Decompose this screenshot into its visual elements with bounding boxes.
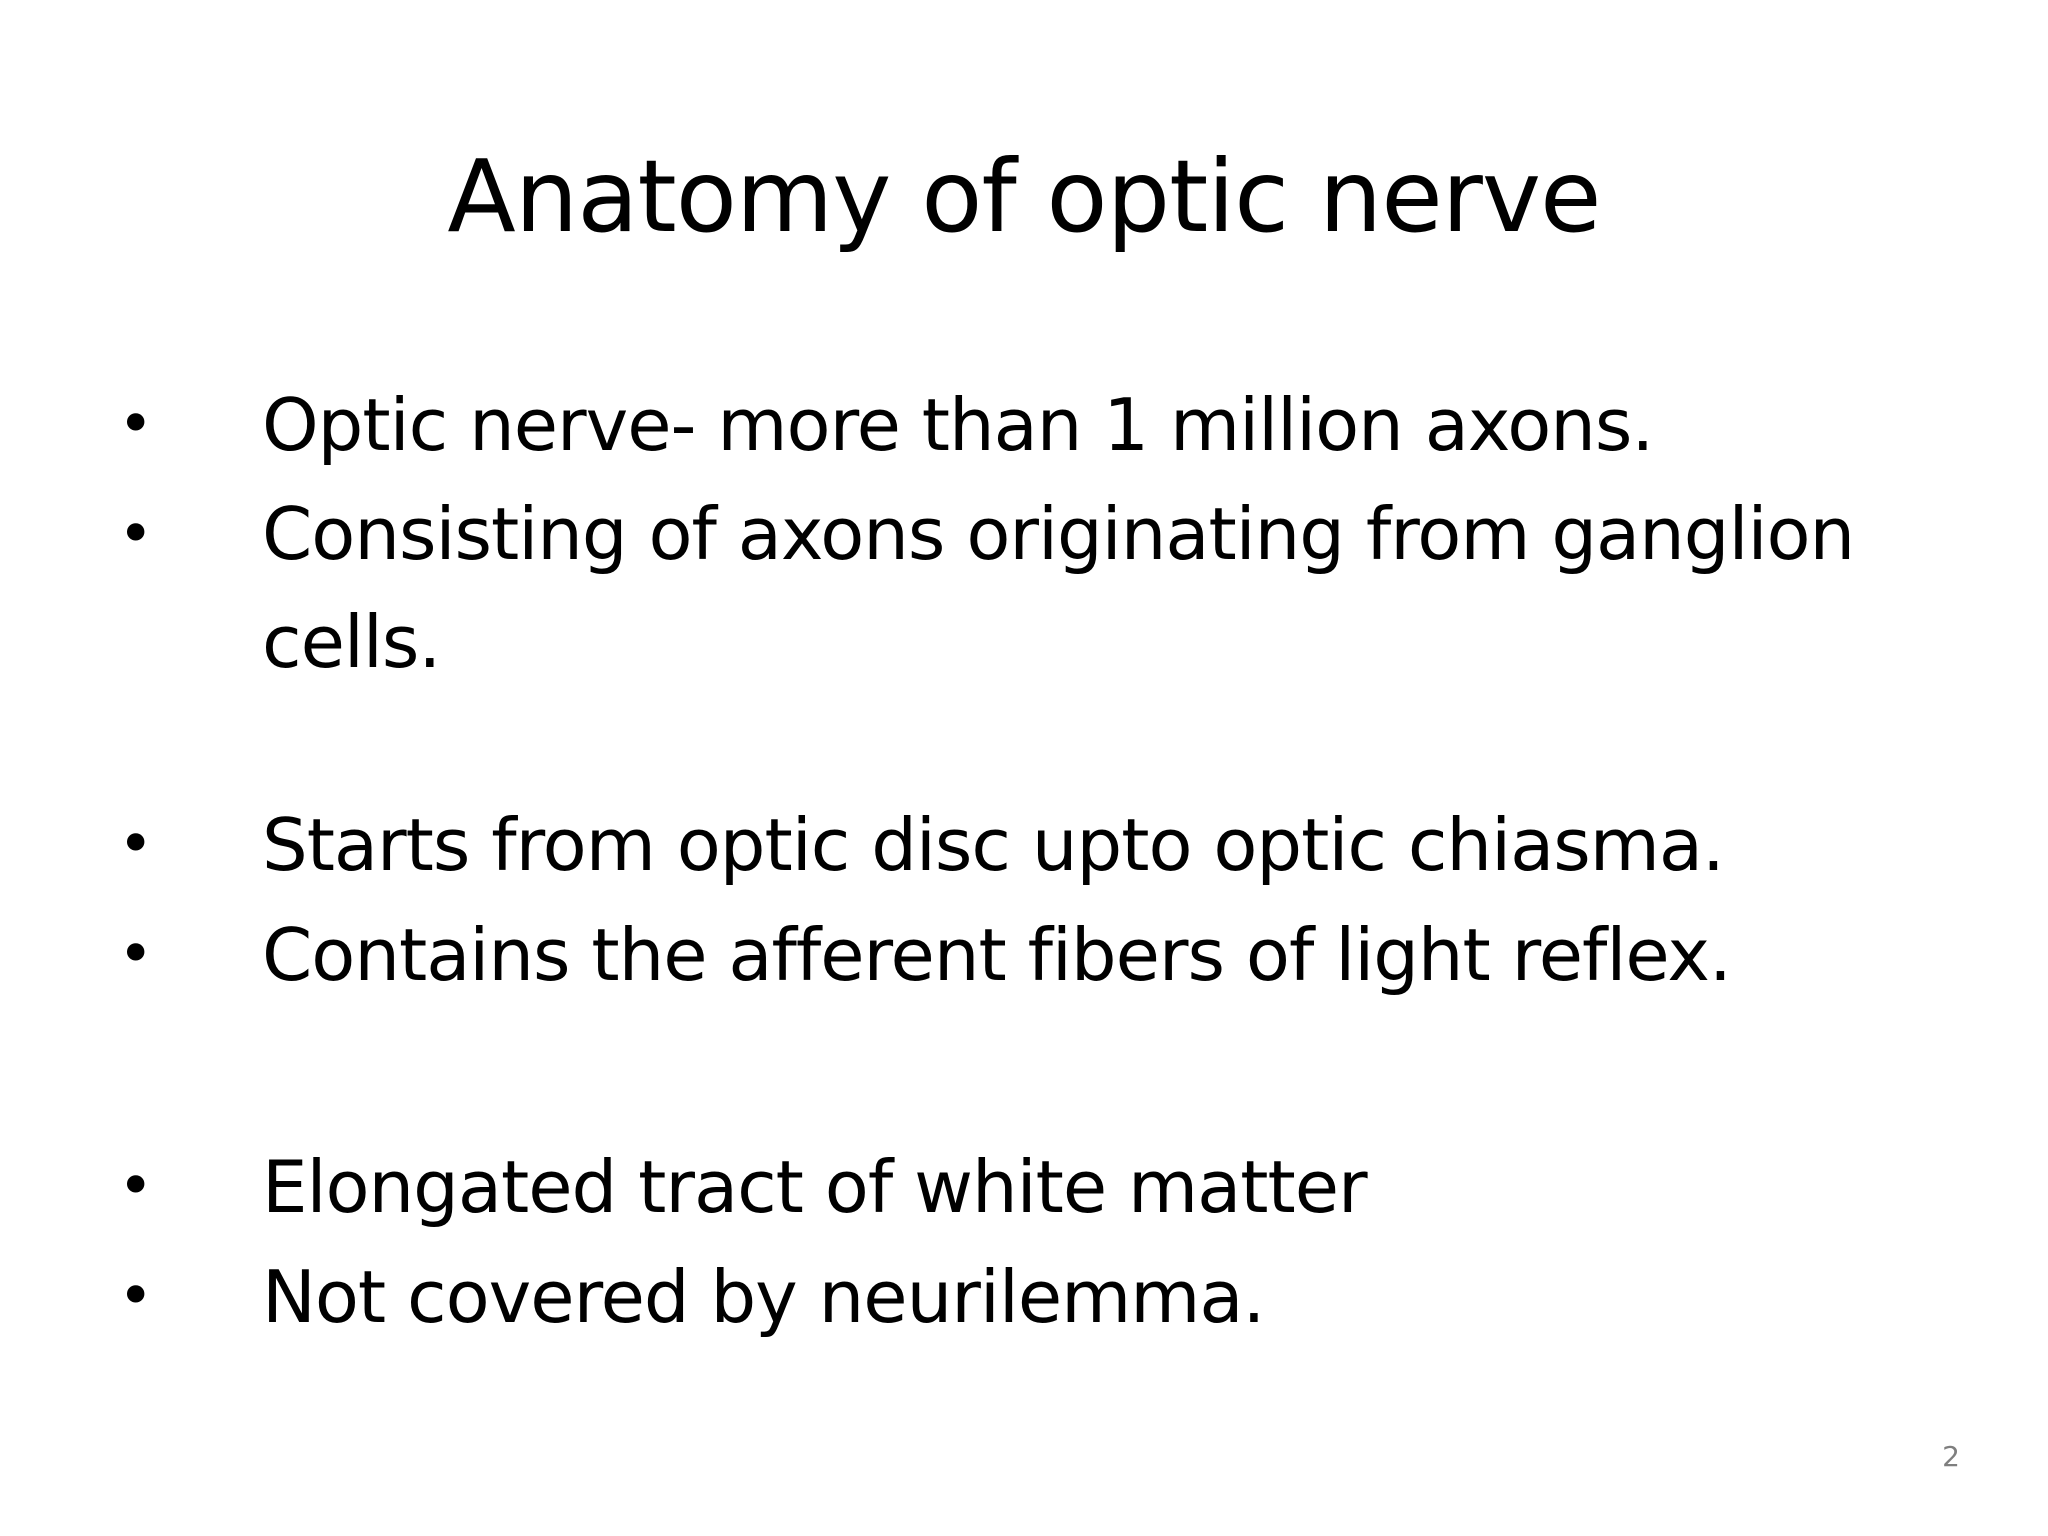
bullet-text: Starts from optic disc upto optic chiasma. <box>262 803 1724 887</box>
bullet-text: Consisting of axons originating from ganglion cells. <box>262 492 1855 684</box>
bullet-text: Not covered by neurilemma. <box>262 1255 1265 1339</box>
slide-title: Anatomy of optic nerve <box>447 138 1601 255</box>
bullet-marker: • <box>118 499 154 569</box>
bullet-marker: • <box>118 919 154 989</box>
page-number: 2 <box>1942 1440 1960 1473</box>
bullet-marker: • <box>118 809 154 879</box>
bullet-marker: • <box>118 389 154 459</box>
bullet-text: Contains the afferent fibers of light reflex. <box>262 913 1731 997</box>
bullet-text: Elongated tract of white matter <box>262 1145 1367 1229</box>
bullet-marker: • <box>118 1151 154 1221</box>
bullet-text: Optic nerve- more than 1 million axons. <box>262 383 1654 467</box>
bullet-marker: • <box>118 1261 154 1331</box>
